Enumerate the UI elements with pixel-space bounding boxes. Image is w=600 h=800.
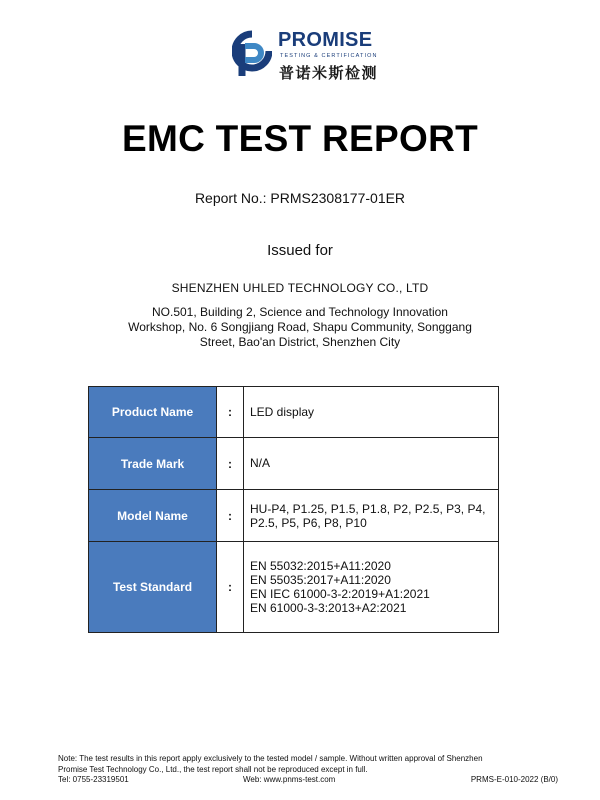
standard-item: EN IEC 61000-3-2:2019+A1:2021 bbox=[250, 587, 430, 601]
logo-chinese-name: 普诺米斯检测 bbox=[279, 65, 379, 82]
standard-item: EN 61000-3-3:2013+A2:2021 bbox=[250, 601, 407, 615]
row-separator: : bbox=[217, 387, 244, 438]
row-label-test-standard: Test Standard bbox=[89, 542, 217, 633]
address-line: Street, Bao'an District, Shenzhen City bbox=[199, 335, 401, 349]
logo-name: PROMISE bbox=[278, 29, 373, 51]
trade-mark-value: N/A bbox=[244, 438, 499, 490]
table-row bbox=[89, 438, 499, 490]
footer-tel: Tel: 0755-23319501 bbox=[58, 775, 129, 784]
logo-subtitle: TESTING & CERTIFICATION bbox=[280, 53, 378, 59]
product-info-table bbox=[88, 386, 499, 633]
standard-item: EN 55035:2017+A11:2020 bbox=[250, 573, 391, 587]
issued-for-label: Issued for bbox=[267, 242, 333, 259]
report-number: Report No.: PRMS2308177-01ER bbox=[194, 190, 406, 206]
company-address bbox=[100, 305, 500, 350]
address-line: NO.501, Building 2, Science and Technology Innovation bbox=[152, 305, 448, 319]
row-separator: : bbox=[217, 438, 244, 490]
row-separator: : bbox=[217, 490, 244, 542]
row-label-product-name: Product Name bbox=[89, 387, 217, 438]
row-label-trade-mark: Trade Mark bbox=[89, 438, 217, 490]
table-row bbox=[89, 542, 499, 633]
address-line: Workshop, No. 6 Songjiang Road, Shapu Community, Songgang bbox=[128, 320, 472, 334]
product-name-value: LED display bbox=[244, 387, 499, 438]
model-name-value: HU-P4, P1.25, P1.5, P1.8, P2, P2.5, P3, P4, P2.5, P5, P6, P8, P10 bbox=[244, 490, 499, 542]
promise-logo-icon bbox=[232, 30, 272, 78]
footer-note-line: Note: The test results in this report apply exclusively to the tested model / sample. Without written approval of Shenzhen bbox=[58, 754, 483, 763]
company-logo bbox=[232, 28, 382, 82]
test-standard-value bbox=[244, 542, 499, 633]
table-row bbox=[89, 490, 499, 542]
row-label-model-name: Model Name bbox=[89, 490, 217, 542]
footer-web: Web: www.pnms-test.com bbox=[243, 775, 336, 784]
report-title: EMC TEST REPORT bbox=[121, 118, 479, 159]
table-row bbox=[89, 387, 499, 438]
footer-note-line: Promise Test Technology Co., Ltd., the test report shall not be reproduced except in full. bbox=[58, 764, 368, 774]
row-separator: : bbox=[217, 542, 244, 633]
standard-item: EN 55032:2015+A11:2020 bbox=[250, 559, 391, 573]
footer-contact-row bbox=[58, 775, 558, 786]
footer bbox=[58, 754, 558, 786]
company-name: SHENZHEN UHLED TECHNOLOGY CO., LTD bbox=[171, 281, 429, 295]
footer-doc-code: PRMS-E-010-2022 (B/0) bbox=[470, 775, 558, 784]
